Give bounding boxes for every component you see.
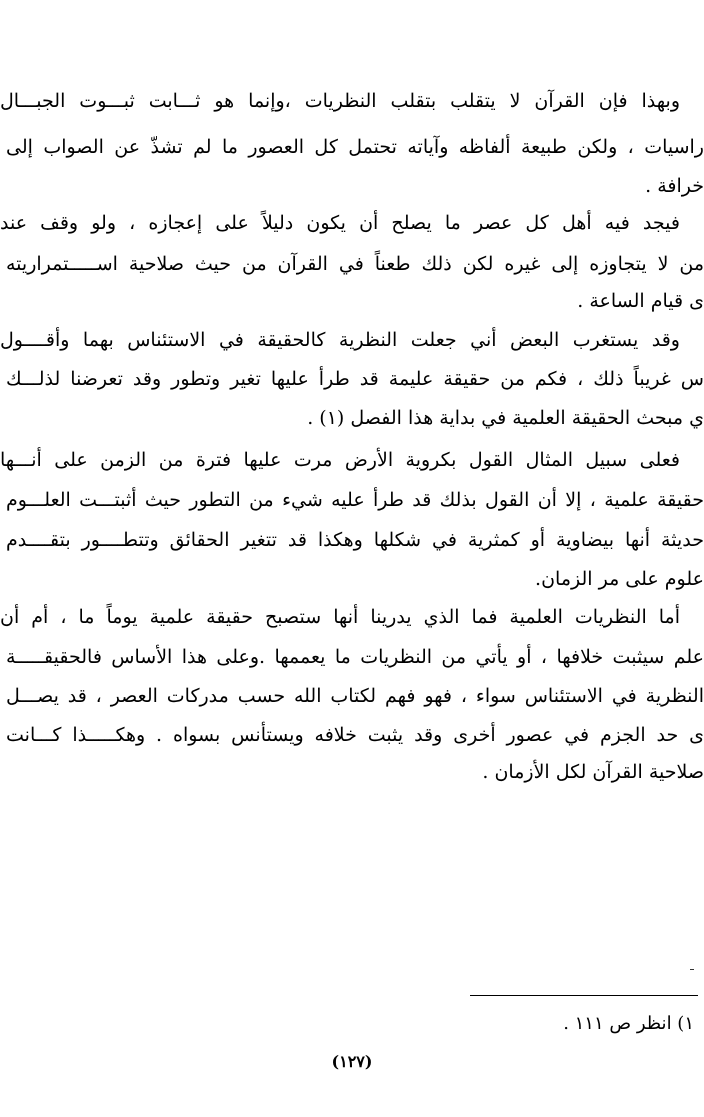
text-line: فعلى سبيل المثال القول بكروية الأرض مرت عليها فترة من الزمن على أنـــها	[0, 449, 680, 471]
text-line: راسيات ، ولكن طبيعة ألفاظه وآياته تحتمل كل العصور ما لم تشذّ عن الصواب إلى	[6, 136, 704, 158]
text-line: وقد يستغرب البعض أني جعلت النظرية كالحقيقة في الاستئناس بهما وأقــــول	[0, 329, 680, 351]
text-line: صلاحية القرآن لكل الأزمان .	[482, 761, 704, 783]
text-line: فيجد فيه أهل كل عصر ما يصلح أن يكون دليلاً على إعجازه ، ولو وقف عند	[0, 212, 680, 234]
text-line: حقيقة علمية ، إلا أن القول بذلك قد طرأ عليه شيء من التطور حيث أثبتـــت العلـــوم	[6, 489, 704, 511]
margin-mark	[690, 969, 694, 970]
footnote-divider	[470, 995, 698, 996]
text-line: خرافة .	[645, 175, 704, 197]
text-line: وبهذا فإن القرآن لا يتقلب بتقلب النظريات ،وإنما هو ثـــابت ثبـــوت الجبـــال	[0, 90, 680, 112]
text-line: ي مبحث الحقيقة العلمية في بداية هذا الفصل (١) .	[307, 407, 704, 429]
text-line: من لا يتجاوزه إلى غيره لكن ذلك طعناً في القرآن من حيث صلاحية اســـــتمراريته	[6, 253, 704, 275]
text-line: س غريباً ذلك ، فكم من حقيقة عليمة قد طرأ عليها تغير وتطور وقد تعرضنا لذلـــك	[6, 368, 704, 390]
text-line: علوم على مر الزمان.	[535, 568, 704, 590]
text-line: حديثة أنها بيضاوية أو كمثرية في شكلها وهكذا قد تتغير الحقائق وتتطــــور بتقــــدم	[6, 529, 704, 551]
page-number: (١٢٧)	[331, 1052, 373, 1071]
footnote: ١) انظر ص ١١١ .	[563, 1013, 694, 1034]
text-line: أما النظريات العلمية فما الذي يدرينا أنها ستصبح حقيقة علمية يوماً ما ، أم أن	[0, 606, 680, 628]
text-line: علم سيثبت خلافها ، أو يأتي من النظريات ما يعممها .وعلى هذا الأساس فالحقيقـــــة	[6, 646, 704, 668]
text-line: النظرية في الاستئناس سواء ، فهو فهم لكتاب الله حسب مدركات العصر ، قد يصـــل	[6, 685, 704, 707]
text-line: ى قيام الساعة .	[577, 290, 704, 312]
text-line: ى حد الجزم في عصور أخرى وقد يثبت خلافه ويستأنس بسواه . وهكـــــذا كـــانت	[6, 724, 704, 746]
